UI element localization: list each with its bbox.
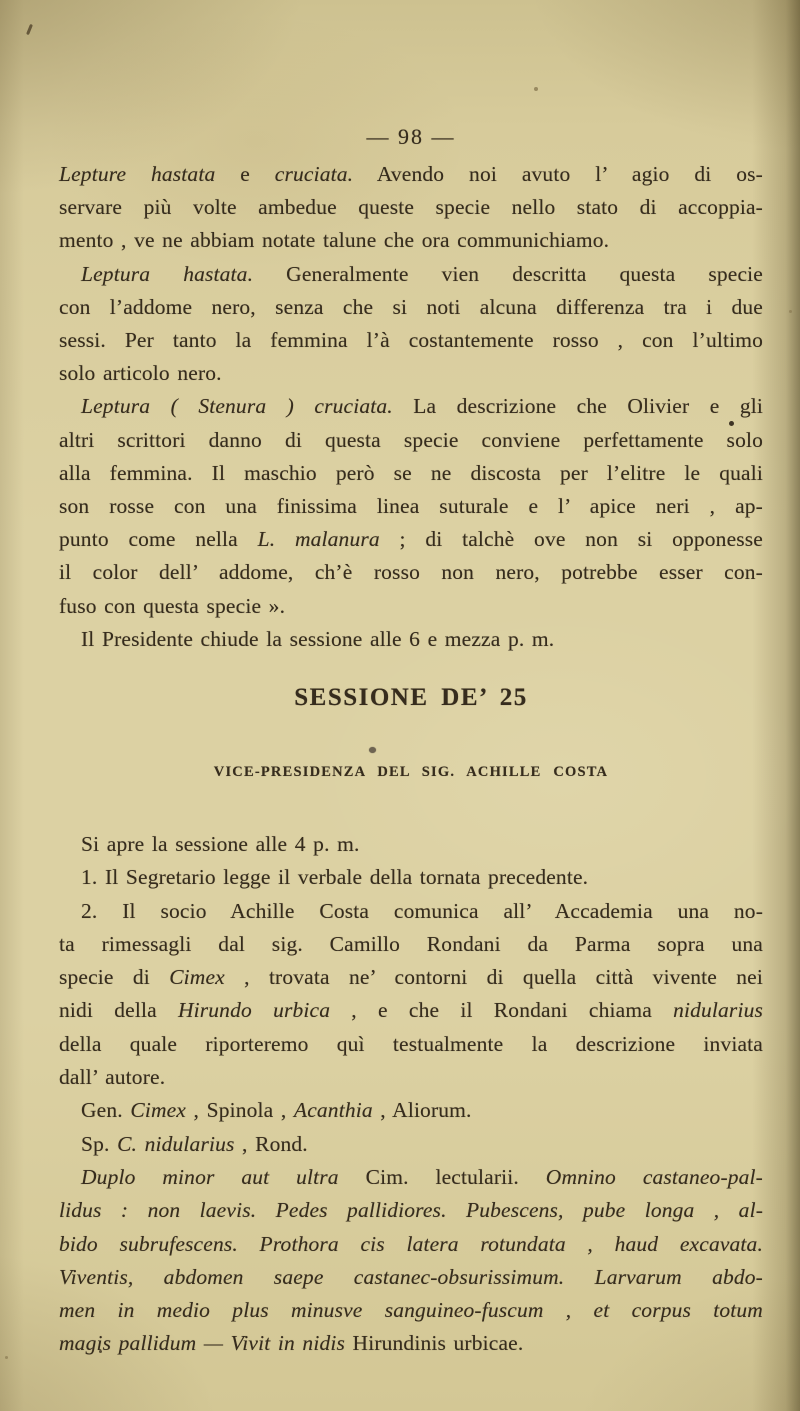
session-subheading: VICE-PRESIDENZA DEL SIG. ACHILLE COSTA <box>213 764 609 780</box>
ink-speck <box>789 310 792 313</box>
italic-text-segment: men in medio plus minusve sanguineo-fuscum , et corpus totum <box>59 1298 763 1323</box>
ornament-dot <box>369 747 376 753</box>
session-minutes <box>59 828 763 1361</box>
text-line <box>59 1094 763 1127</box>
text-line <box>59 861 763 894</box>
italic-text-segment: Hirundo urbica <box>177 998 331 1023</box>
text-segment: il color dell’ addome, ch’è rosso non nero, potrebbe esser con- <box>59 560 763 585</box>
text-segment: Si apre la sessione alle 4 p. m. <box>81 832 360 856</box>
page-number: — 98 — <box>366 124 456 149</box>
text-line <box>59 1028 763 1061</box>
text-segment: solo articolo nero. <box>59 361 222 386</box>
italic-text-segment: Leptura ( Stenura ) cruciata. <box>81 394 393 419</box>
text-segment: , trovata ne’ contorni di quella città vivente nei <box>224 965 763 990</box>
text-segment: , Spinola , <box>186 1098 294 1123</box>
text-line <box>59 828 763 861</box>
italic-text-segment: Cimex <box>130 1098 187 1123</box>
text-segment: specie di <box>59 965 170 990</box>
text-line <box>59 158 763 191</box>
italic-text-segment: bido subrufescens. Prothora cis latera rotundata , haud excavata. <box>59 1231 763 1256</box>
text-line <box>59 258 763 291</box>
text-segment: , Aliorum. <box>372 1098 472 1123</box>
text-line <box>59 490 763 523</box>
text-segment: sessi. Per tanto la femmina l’à costantemente rosso , con l’ultimo <box>59 328 763 353</box>
text-line <box>59 457 763 490</box>
text-segment: Gen. <box>81 1098 131 1123</box>
text-segment: Generalmente vien descritta questa specie <box>253 261 763 286</box>
text-segment: , e che il Rondani chiama <box>330 998 674 1023</box>
text-line <box>59 324 763 357</box>
text-segment: Cim. lectularii. <box>338 1164 546 1189</box>
text-segment: punto come nella <box>59 527 258 552</box>
text-line <box>59 961 763 994</box>
italic-text-segment: Duplo minor aut ultra <box>81 1164 339 1189</box>
text-line <box>59 424 763 457</box>
text-line <box>59 556 763 589</box>
text-segment: ta rimessagli dal sig. Camillo Rondani da Parma sopra una <box>59 931 763 956</box>
text-line <box>59 224 763 257</box>
text-line <box>59 291 763 324</box>
text-line <box>59 1194 763 1227</box>
text-segment: son rosse con una finissima linea suturale e l’ apice neri , ap- <box>59 494 763 519</box>
text-line <box>59 191 763 224</box>
italic-text-segment: Lepture hastata <box>59 162 216 186</box>
text-line <box>59 994 763 1027</box>
text-segment: dall’ autore. <box>59 1065 166 1090</box>
text-segment: , Rond. <box>234 1131 308 1156</box>
text-segment: servare più volte ambedue queste specie nello stato di accoppia- <box>59 195 763 220</box>
text-line <box>59 390 763 423</box>
italic-text-segment: Omnino castaneo-pal- <box>545 1164 763 1189</box>
text-line <box>59 1261 763 1294</box>
italic-text-segment: Leptura hastata. <box>81 261 254 286</box>
text-segment: 2. Il socio Achille Costa comunica all’ Accademia una no- <box>81 898 763 923</box>
italic-text-segment: L. malanura <box>257 527 380 552</box>
text-line <box>59 1161 763 1194</box>
session-heading: SESSIONE DE’ 25 <box>294 684 528 711</box>
text-segment: Sp. <box>81 1131 118 1156</box>
italic-text-segment: C. nidularius <box>117 1131 235 1156</box>
text-segment: Hirundinis urbicae. <box>345 1331 524 1356</box>
text-segment: nidi della <box>59 998 178 1023</box>
ink-speck <box>26 24 33 35</box>
text-line <box>59 357 763 390</box>
italic-text-segment: nidularius <box>673 998 763 1023</box>
text-line <box>59 1128 763 1161</box>
text-line <box>59 928 763 961</box>
italic-text-segment: cruciata. <box>274 162 354 186</box>
paragraphs-before-session <box>59 158 763 656</box>
text-line <box>59 1061 763 1094</box>
italic-text-segment: magis pallidum — Vivit in nidis <box>59 1331 345 1356</box>
text-segment: alla femmina. Il maschio però se ne discosta per l’elitre le quali <box>59 460 763 485</box>
text-segment: fuso con questa specie ». <box>59 593 286 618</box>
ink-speck <box>534 87 538 91</box>
text-segment: mento , ve ne abbiam notate talune che ora communichiamo. <box>59 228 610 253</box>
text-line <box>59 1327 763 1360</box>
text-line <box>59 895 763 928</box>
italic-text-segment: lidus : non laevis. Pedes pallidiores. Pubescens, pube longa , al- <box>59 1198 763 1223</box>
text-line <box>59 623 763 656</box>
text-line <box>59 1228 763 1261</box>
text-segment: 1. Il Segretario legge il verbale della tornata precedente. <box>81 865 589 890</box>
italic-text-segment: Cimex <box>169 965 225 990</box>
text-segment: Il Presidente chiude la sessione alle 6 e mezza p. m. <box>81 626 555 651</box>
text-segment: Avendo noi avuto l’ agio di os- <box>353 162 763 186</box>
text-segment: della quale riporteremo quì testualmente la descrizione inviata <box>59 1031 763 1056</box>
text-line <box>59 523 763 556</box>
text-segment: altri scrittori danno di questa specie conviene perfettamente solo <box>59 427 763 452</box>
text-line <box>59 1294 763 1327</box>
text-segment: La descrizione che Olivier e gli <box>392 394 764 419</box>
text-segment: ; di talchè ove non si opponesse <box>379 527 763 552</box>
italic-text-segment: Acanthia <box>293 1098 373 1123</box>
ink-speck <box>5 1356 8 1359</box>
text-segment: e <box>215 162 275 186</box>
italic-text-segment: Viventis, abdomen saepe castanec-obsurissimum. Larvarum abdo- <box>59 1264 763 1289</box>
text-line <box>59 590 763 623</box>
text-segment: con l’addome nero, senza che si noti alcuna differenza tra i due <box>59 294 763 319</box>
